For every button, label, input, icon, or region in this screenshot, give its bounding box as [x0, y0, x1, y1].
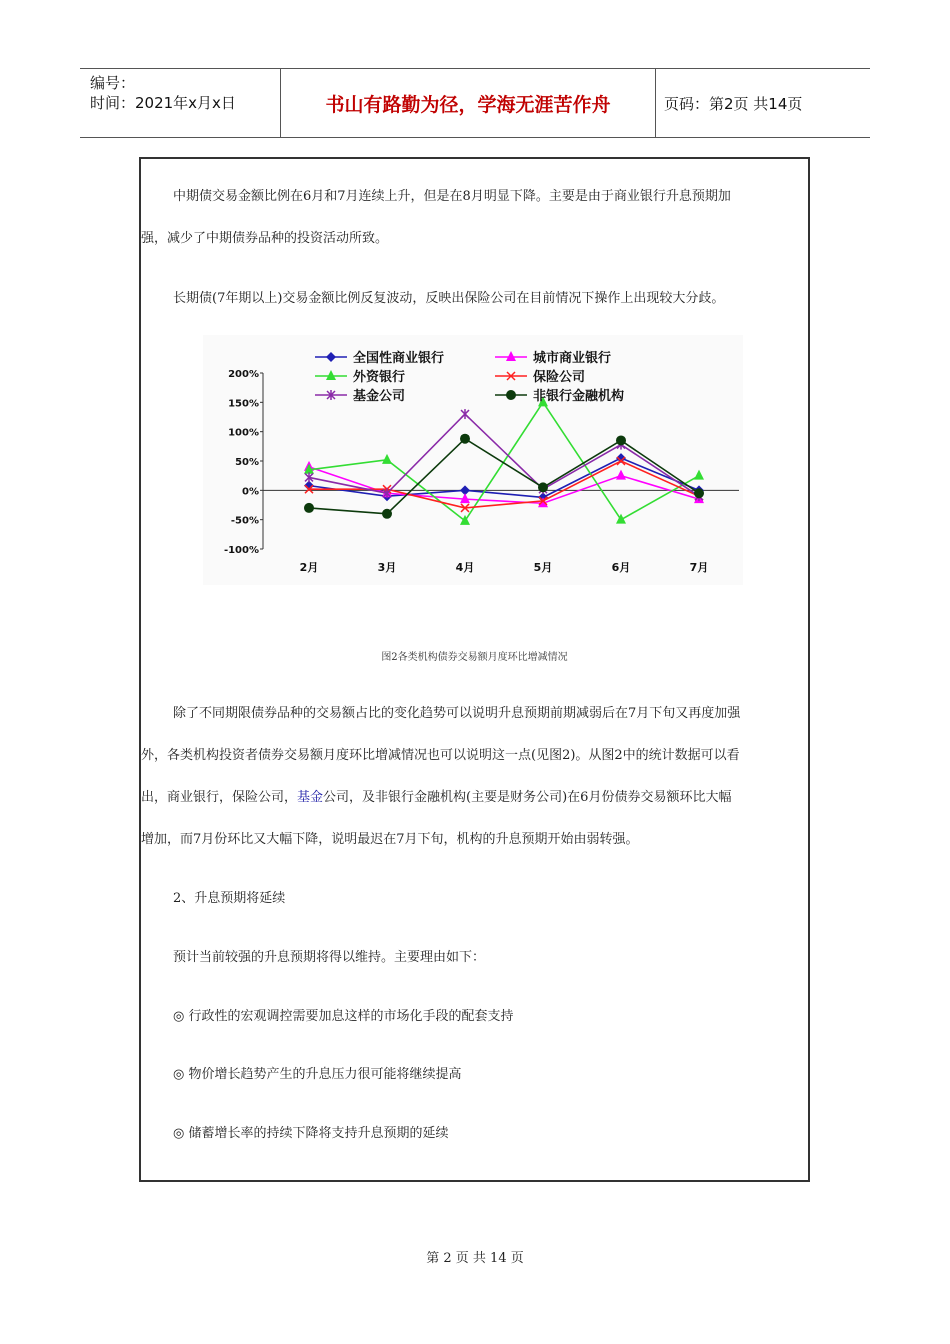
x-tick-label: 5月 [533, 561, 553, 574]
x-tick-label: 2月 [299, 561, 319, 574]
legend-label: 全国性商业银行 [353, 351, 445, 366]
y-tick-label: 50% [235, 457, 259, 468]
x-tick-label: 7月 [689, 561, 709, 574]
x-tick-label: 4月 [455, 561, 475, 574]
chart-svg [203, 335, 743, 585]
marker-circle [506, 390, 516, 400]
paragraph-4: 预计当前较强的升息预期将得以维持。主要理由如下： [173, 950, 486, 965]
marker-diamond [326, 352, 336, 362]
legend-label: 外资银行 [353, 370, 406, 385]
y-tick-label: 0% [242, 486, 259, 498]
legend-label: 非银行金融机构 [533, 389, 625, 404]
page-header [80, 68, 870, 138]
series-line [309, 439, 699, 514]
date-label: 时间：2021年x月x日 [90, 94, 236, 112]
bullet-2: ◎ 物价增长趋势产生的升息压力很可能将继续提高 [173, 1067, 462, 1082]
page-info: 页码：第2页 共14页 [664, 94, 803, 113]
section-title: 2、升息预期将延续 [173, 891, 286, 906]
fund-link[interactable]: 基金 [297, 790, 324, 805]
paragraph-3-line-3 [141, 788, 801, 808]
x-tick-label: 3月 [377, 561, 397, 574]
bullet-1: ◎ 行政性的宏观调控需要加息这样的市场化手段的配套支持 [173, 1009, 514, 1024]
marker-circle [304, 503, 314, 513]
line-chart [203, 335, 743, 585]
marker-circle [538, 482, 548, 492]
paragraph-3-line-1: 除了不同期限债券品种的交易额占比的变化趋势可以说明升息预期前期减弱后在7月下旬又再度加强 [173, 706, 741, 721]
y-tick-label: -50% [230, 515, 259, 527]
marker-triangle [382, 454, 392, 464]
paragraph-1-line-2: 强，减少了中期债券品种的投资活动所致。 [141, 231, 389, 246]
paragraph-3-line-3-a: 出，商业银行，保险公司， [141, 790, 298, 805]
marker-circle [616, 435, 626, 445]
marker-triangle [506, 351, 516, 361]
paragraph-3-line-2: 外，各类机构投资者债券交易额月度环比增减情况也可以说明这一点(见图2)。从图2中的统计数据可以看 [141, 748, 740, 763]
paragraph-3-line-3-b: 公司，及非银行金融机构(主要是财务公司)在6月份债券交易额环比大幅 [323, 790, 732, 805]
marker-triangle [326, 370, 336, 380]
marker-triangle [694, 470, 704, 480]
legend-label: 基金公司 [353, 389, 406, 404]
series-line [309, 414, 699, 496]
motto: 书山有路勤为径，学海无涯苦作舟 [281, 69, 656, 137]
legend-label: 保险公司 [533, 370, 586, 385]
series-line [309, 467, 699, 503]
series-line [309, 402, 699, 521]
marker-circle [460, 434, 470, 444]
marker-triangle [616, 470, 626, 480]
bullet-3: ◎ 储蓄增长率的持续下降将支持升息预期的延续 [173, 1126, 449, 1141]
y-tick-label: 200% [228, 369, 259, 380]
marker-circle [382, 509, 392, 519]
figure-caption: 图2各类机构债券交易额月度环比增减情况 [381, 652, 568, 663]
y-tick-label: -100% [223, 545, 259, 556]
page-footer: 第 2 页 共 14 页 [426, 1251, 524, 1266]
legend-label: 城市商业银行 [533, 351, 612, 366]
header-meta [80, 69, 281, 137]
marker-circle [694, 488, 704, 498]
y-tick-label: 100% [228, 427, 259, 439]
content-box [139, 157, 810, 1182]
paragraph-3-line-4: 增加，而7月份环比又大幅下降，说明最迟在7月下旬，机构的升息预期开始由弱转强。 [141, 832, 639, 847]
x-tick-label: 6月 [611, 561, 631, 574]
paragraph-2: 长期债(7年期以上)交易金额比例反复波动，反映出保险公司在目前情况下操作上出现较大分歧。 [173, 291, 725, 306]
y-tick-label: 150% [228, 398, 259, 410]
number-label: 编号： [90, 74, 136, 92]
paragraph-1-line-1: 中期债交易金额比例在6月和7月连续上升，但是在8月明显下降。主要是由于商业银行升息预期加 [173, 189, 731, 204]
